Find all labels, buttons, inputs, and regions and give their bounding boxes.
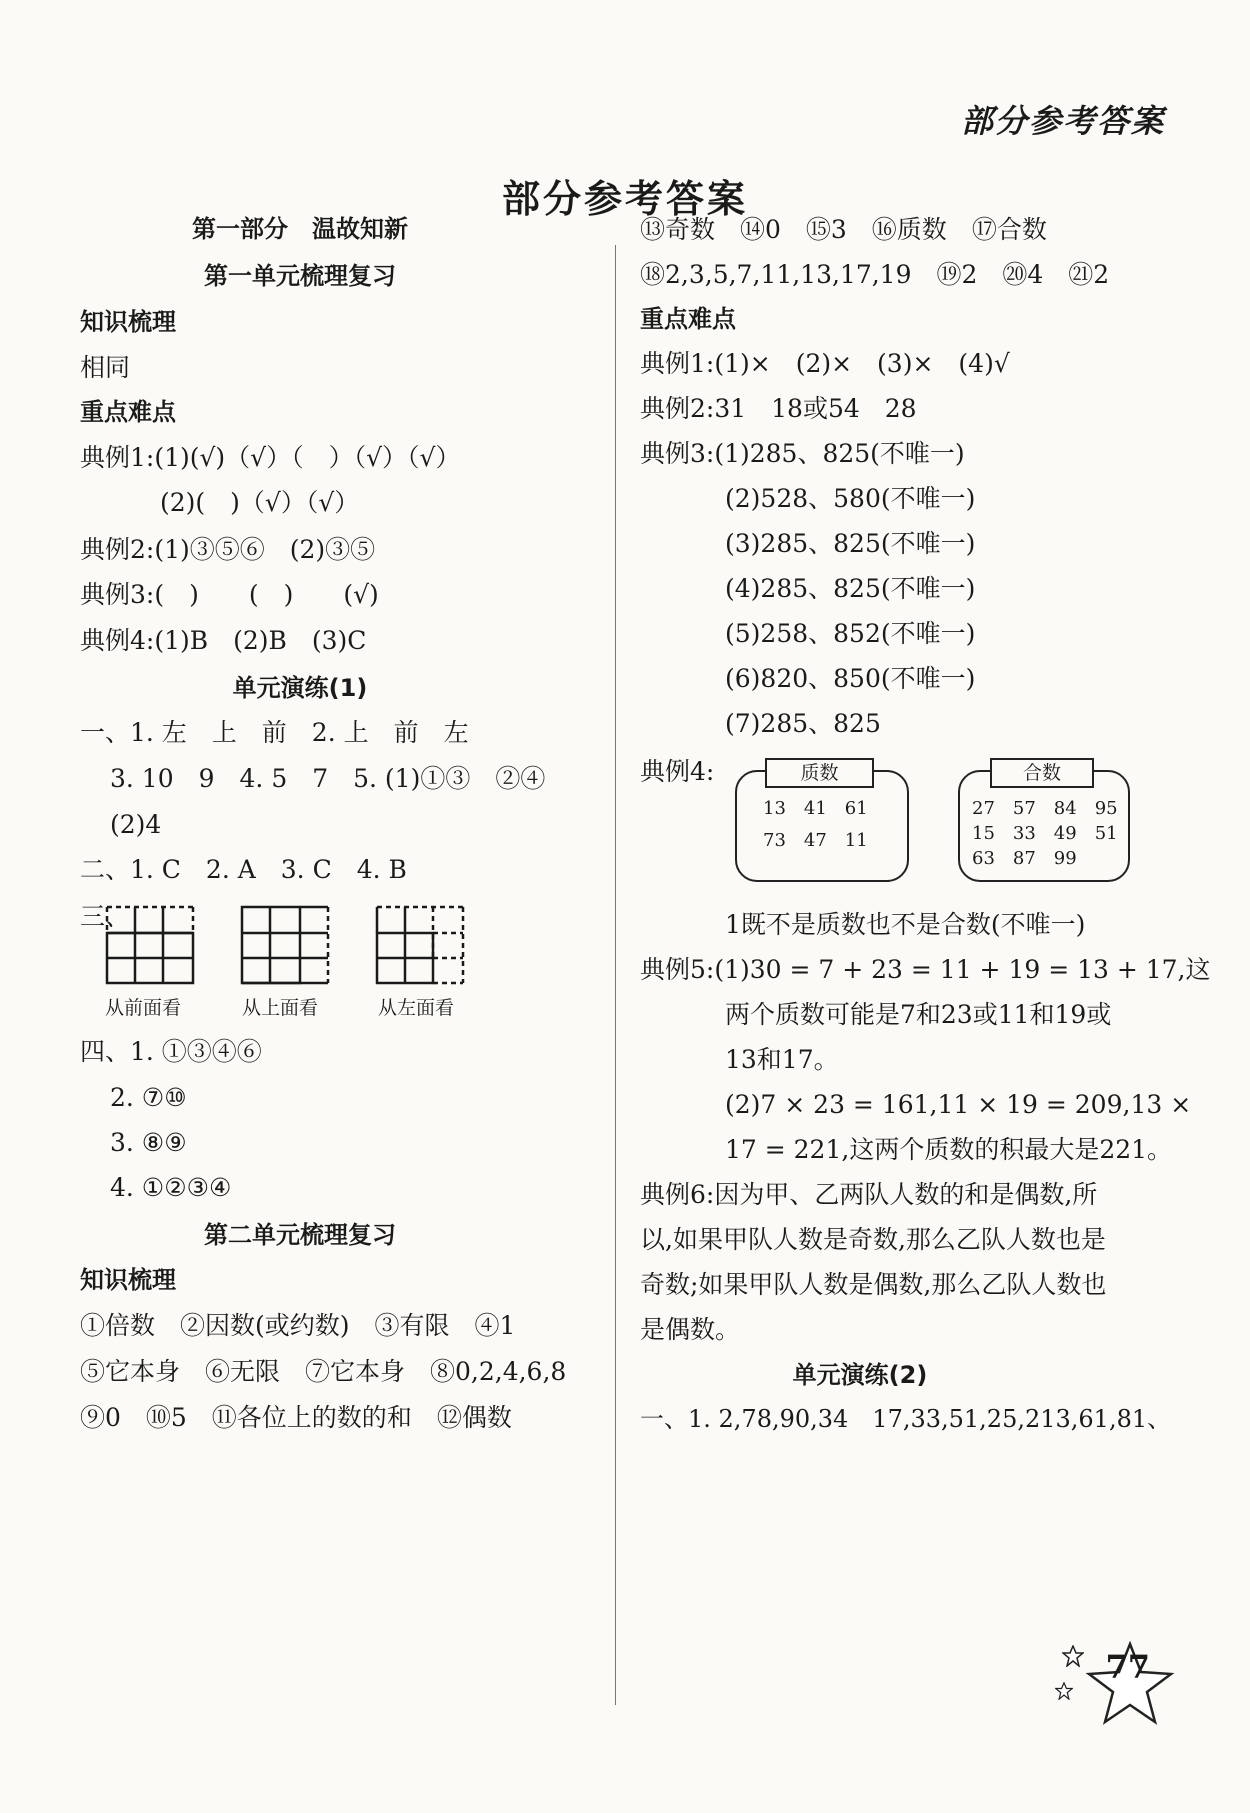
section-heading: 知识梳理	[80, 308, 176, 336]
answer-line: (3)285、825(不唯一)	[725, 529, 976, 558]
answer-line: 2. ⑦⑩	[110, 1083, 187, 1112]
answer-line: 一、1. 左 上 前 2. 上 前 左	[80, 718, 469, 747]
prime-set-label: 质数	[765, 758, 874, 788]
composite-set-row: 27 57 84 95	[972, 798, 1118, 819]
answer-line: 典例5:(1)30 = 7 + 23 = 11 + 19 = 13 + 17,这	[640, 955, 1211, 984]
view-caption: 从左面看	[378, 997, 455, 1019]
answer-line: 典例4:	[640, 757, 715, 786]
view-grid-left	[375, 905, 465, 985]
answer-line: ⑱2,3,5,7,11,13,17,19 ⑲2 ⑳4 ㉑2	[640, 260, 1110, 289]
answer-line: 典例1:(1)(√)（√）（ ）（√）（√）	[80, 443, 461, 472]
view-grid-front	[105, 905, 195, 985]
answer-line: 13和17。	[725, 1045, 839, 1074]
answer-line: (2)7 × 23 = 161,11 × 19 = 209,13 ×	[725, 1090, 1192, 1119]
answer-line: 3. 10 9 4. 5 7 5. (1)①③ ②④	[110, 764, 546, 793]
answer-line: 四、1. ①③④⑥	[80, 1037, 262, 1066]
answer-line: (2)4	[110, 810, 162, 839]
answer-line: (2)( )（√）（√）	[160, 488, 360, 517]
answer-line: 一、1. 2,78,90,34 17,33,51,25,213,61,81、	[640, 1405, 1172, 1433]
answer-line: (2)528、580(不唯一)	[725, 484, 976, 513]
small-star-icon	[1062, 1645, 1084, 1667]
answer-line: 典例3:(1)285、825(不唯一)	[640, 439, 965, 468]
unit1-title: 第一单元梳理复习	[204, 262, 396, 290]
drill1-title: 单元演练(1)	[232, 674, 368, 702]
answer-line: ⑬奇数 ⑭0 ⑮3 ⑯质数 ⑰合数	[640, 215, 1047, 244]
answer-line: 三、	[80, 902, 131, 931]
answer-line: 典例4:(1)B (2)B (3)C	[80, 626, 367, 655]
part-title: 第一部分 温故知新	[192, 215, 408, 243]
answer-line: ⑨0 ⑩5 ⑪各位上的数的和 ⑫偶数	[80, 1403, 512, 1432]
running-header: 部分参考答案	[960, 102, 1165, 140]
answer-line: 典例2:31 18或54 28	[640, 394, 917, 423]
small-star-icon	[1055, 1682, 1073, 1700]
answer-line: ①倍数 ②因数(或约数) ③有限 ④1	[80, 1311, 516, 1340]
answer-line: 1既不是质数也不是合数(不唯一)	[725, 910, 1086, 939]
answer-line: 典例2:(1)③⑤⑥ (2)③⑤	[80, 535, 376, 564]
answer-line: (5)258、852(不唯一)	[725, 619, 976, 648]
view-caption: 从前面看	[105, 997, 182, 1019]
unit2-title: 第二单元梳理复习	[204, 1221, 396, 1249]
answer-line: 典例6:因为甲、乙两队人数的和是偶数,所	[640, 1180, 1098, 1209]
drill2-title: 单元演练(2)	[792, 1361, 928, 1389]
answer-line: 两个质数可能是7和23或11和19或	[725, 1000, 1112, 1029]
page-number: 77	[1105, 1648, 1150, 1686]
section-heading: 重点难点	[640, 305, 736, 333]
view-caption: 从上面看	[242, 997, 319, 1019]
answer-line: 奇数;如果甲队人数是偶数,那么乙队人数也	[640, 1270, 1107, 1299]
prime-set-row: 73 47 11	[763, 830, 868, 851]
answer-line: 3. ⑧⑨	[110, 1128, 187, 1157]
answer-line: 是偶数。	[640, 1315, 741, 1344]
answer-line: 典例3:( ) ( ) (√)	[80, 580, 379, 609]
composite-set-label: 合数	[990, 758, 1094, 788]
answer-line: 二、1. C 2. A 3. C 4. B	[80, 855, 407, 884]
answer-line: 4. ①②③④	[110, 1173, 232, 1202]
column-divider	[615, 245, 616, 1705]
answer-line: (7)285、825	[725, 709, 881, 738]
view-grid-top	[240, 905, 330, 985]
composite-set-row: 15 33 49 51	[972, 823, 1118, 844]
answer-line: 典例1:(1)× (2)× (3)× (4)√	[640, 349, 1010, 378]
answer-line: (4)285、825(不唯一)	[725, 574, 976, 603]
composite-set-row: 63 87 99	[972, 848, 1077, 869]
answer-line: (6)820、850(不唯一)	[725, 664, 976, 693]
answer-line: ⑤它本身 ⑥无限 ⑦它本身 ⑧0,2,4,6,8	[80, 1357, 567, 1386]
answer-line: 相同	[80, 353, 131, 382]
page-title: 部分参考答案	[501, 176, 748, 221]
answer-line: 17 = 221,这两个质数的积最大是221。	[725, 1135, 1173, 1164]
section-heading: 知识梳理	[80, 1266, 176, 1294]
section-heading: 重点难点	[80, 398, 176, 426]
prime-set-row: 13 41 61	[763, 798, 868, 819]
answer-line: 以,如果甲队人数是奇数,那么乙队人数也是	[640, 1225, 1106, 1254]
